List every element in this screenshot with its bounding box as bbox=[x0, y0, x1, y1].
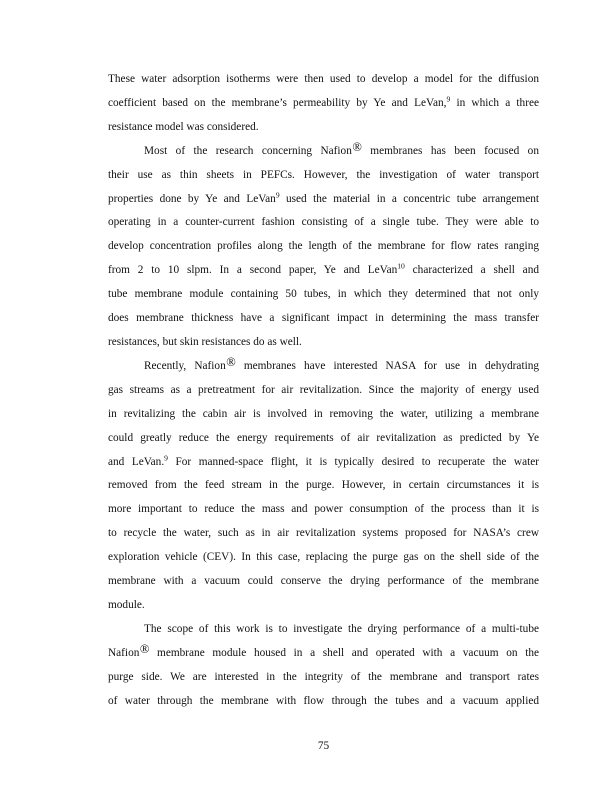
text-segment: resistance model was considered. bbox=[108, 120, 259, 133]
text-segment: exploration vehicle (CEV). In this case, replacing the purge gas on the shell side of the bbox=[108, 551, 539, 564]
text-segment: membrane with a vacuum could conserve the drying performance of the membrane bbox=[108, 575, 539, 588]
citation-superscript: 9 bbox=[446, 94, 451, 104]
text-segment: does membrane thickness have a significant impact in determining the mass transfer bbox=[108, 312, 539, 325]
registered-trademark-symbol: ® bbox=[226, 354, 236, 369]
text-segment: characterized a shell and bbox=[404, 264, 539, 277]
text-segment: removed from the feed stream in the purge. However, in certain circumstances it is bbox=[108, 479, 539, 492]
text-segment: resistances, but skin resistances do as well. bbox=[108, 335, 302, 348]
text-segment: develop concentration profiles along the length of the membrane for flow rates ranging bbox=[108, 240, 539, 253]
text-segment: purge side. We are interested in the integrity of the membrane and transport rates bbox=[108, 670, 539, 683]
page-number: 75 bbox=[317, 740, 330, 752]
text-segment: used the material in a concentric tube arrangement bbox=[279, 192, 540, 205]
text-line bbox=[108, 259, 539, 283]
text-segment: membrane module housed in a shell and operated with a vacuum on the bbox=[149, 646, 539, 659]
text-line bbox=[108, 164, 539, 188]
text-segment: gas streams as a pretreatment for air revitalization. Since the majority of energy used bbox=[108, 383, 539, 396]
text-line bbox=[108, 690, 539, 714]
text-segment: properties done by Ye and LeVan bbox=[108, 192, 276, 205]
text-line bbox=[108, 307, 539, 331]
text-line bbox=[108, 642, 539, 666]
text-line bbox=[108, 283, 539, 307]
text-segment: their use as thin sheets in PEFCs. However, the investigation of water transport bbox=[108, 168, 539, 181]
body-text bbox=[108, 68, 539, 713]
text-segment: in revitalizing the cabin air is involved in removing the water, utilizing a membrane bbox=[108, 407, 539, 420]
text-segment: Nafion bbox=[108, 646, 140, 659]
text-segment: membranes have interested NASA for use in dehydrating bbox=[235, 359, 540, 372]
text-line bbox=[108, 331, 539, 355]
text-segment: These water adsorption isotherms were then used to develop a model for the diffusion bbox=[108, 73, 539, 85]
text-line bbox=[108, 666, 539, 690]
citation-superscript: 9 bbox=[275, 190, 280, 200]
citation-superscript: 10 bbox=[397, 261, 405, 271]
text-segment: The scope of this work is to investigate the drying performance of a multi-tube bbox=[144, 622, 539, 635]
paragraph bbox=[108, 68, 539, 140]
text-line bbox=[108, 235, 539, 259]
registered-trademark-symbol: ® bbox=[352, 139, 362, 154]
paragraph bbox=[108, 618, 539, 714]
citation-superscript: 9 bbox=[164, 453, 168, 462]
text-segment: Most of the research concerning Nafion bbox=[144, 144, 352, 157]
text-segment: Recently, Nafion bbox=[144, 359, 226, 372]
text-line bbox=[108, 618, 539, 642]
text-segment: coefficient based on the membrane’s permeability by Ye and LeVan, bbox=[108, 96, 447, 109]
text-segment: and LeVan. bbox=[108, 455, 165, 468]
text-segment: of water through the membrane with flow through the tubes and a vacuum applied bbox=[108, 694, 539, 707]
text-line bbox=[108, 474, 539, 498]
text-line bbox=[108, 92, 539, 116]
text-segment: membranes has been focused on bbox=[361, 144, 539, 157]
text-line bbox=[108, 403, 539, 427]
text-segment: more important to reduce the mass and power consumption of the process than it is bbox=[108, 503, 539, 516]
registered-trademark-symbol: ® bbox=[139, 641, 150, 656]
text-line bbox=[108, 594, 539, 618]
paragraph bbox=[108, 140, 539, 355]
text-segment: could greatly reduce the energy requirements of air revitalization as predicted by Ye bbox=[108, 431, 539, 444]
text-line bbox=[108, 498, 539, 522]
text-segment: from 2 to 10 slpm. In a second paper, Ye and LeVan bbox=[108, 264, 398, 277]
text-line bbox=[108, 68, 539, 92]
text-line bbox=[108, 188, 539, 212]
text-line bbox=[108, 140, 539, 164]
text-line bbox=[108, 427, 539, 451]
text-segment: to recycle the water, such as in air revitalization systems proposed for NASA’s crew bbox=[108, 527, 539, 540]
text-segment: operating in a counter-current fashion consisting of a single tube. They were able to bbox=[108, 216, 539, 229]
text-segment: tube membrane module containing 50 tubes, in which they determined that not only bbox=[108, 288, 539, 301]
text-line bbox=[108, 211, 539, 235]
text-segment: module. bbox=[108, 598, 145, 611]
text-line bbox=[108, 570, 539, 594]
text-line bbox=[108, 546, 539, 570]
paragraph bbox=[108, 355, 539, 618]
text-segment: in which a three bbox=[450, 96, 539, 109]
text-line bbox=[108, 451, 539, 475]
text-line bbox=[108, 522, 539, 546]
text-line bbox=[108, 355, 539, 379]
text-line bbox=[108, 116, 539, 140]
text-line bbox=[108, 379, 539, 403]
text-segment: For manned-space flight, it is typically desired to recuperate the water bbox=[167, 455, 539, 468]
